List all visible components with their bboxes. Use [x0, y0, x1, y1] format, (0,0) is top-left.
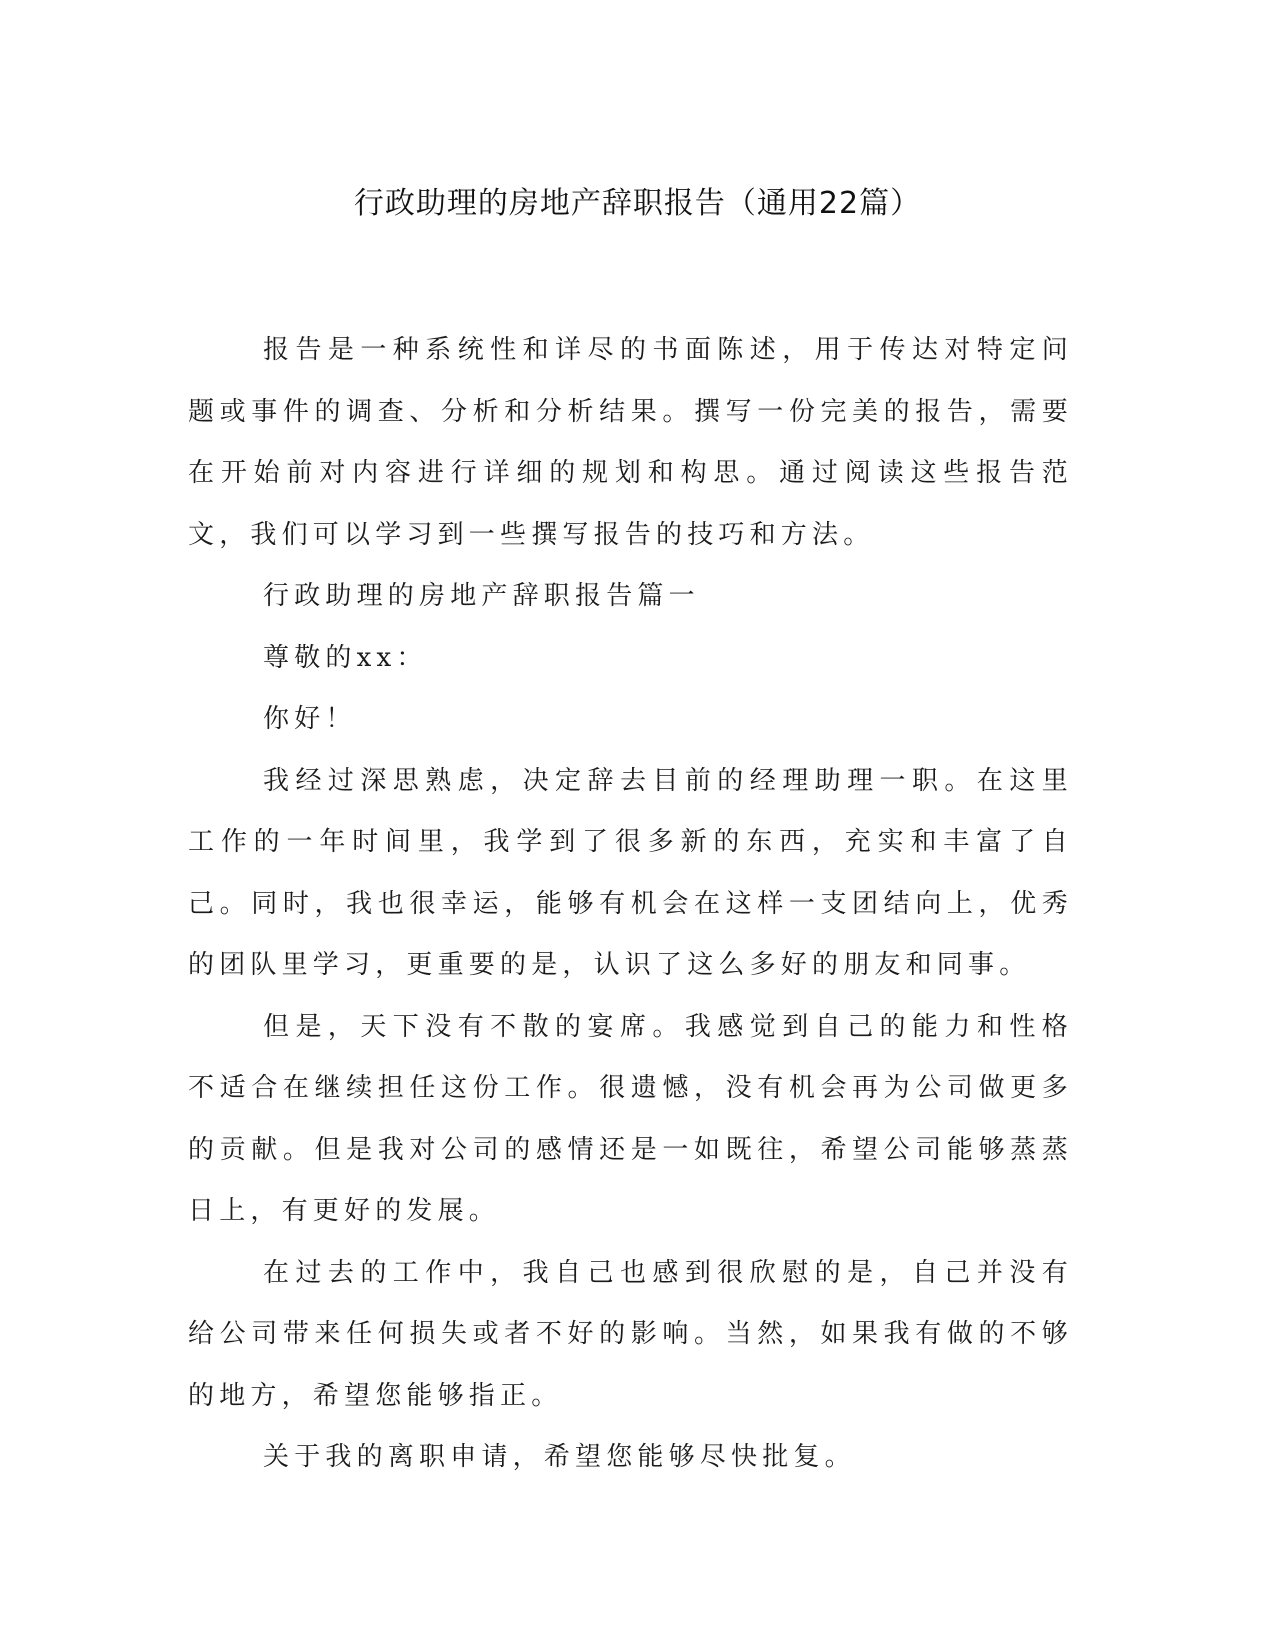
- salutation: 尊敬的xx：: [263, 642, 428, 673]
- document-body: [188, 320, 1073, 1489]
- section-heading: 行政助理的房地产辞职报告篇一: [263, 581, 700, 611]
- intro-paragraph: 报告是一种系统性和详尽的书面陈述，用于传达对特定问题或事件的调查、分析和分析结果。撰写一份完美的报告，需要在开始前对内容进行详细的规划和构思。通过阅读这些报告范文，我们可以学习到一些撰写报告的技巧和方法。: [188, 335, 1073, 550]
- body-paragraph: 我经过深思熟虑，决定辞去目前的经理助理一职。在这里工作的一年时间里，我学到了很多新的东西，充实和丰富了自己。同时，我也很幸运，能够有机会在这样一支团结向上，优秀的团队里学习，更重要的是，认识了这么多好的朋友和同事。: [188, 765, 1073, 980]
- body-paragraph: 关于我的离职申请，希望您能够尽快批复。: [263, 1442, 856, 1472]
- body-paragraph: 但是，天下没有不散的宴席。我感觉到自己的能力和性格不适合在继续担任这份工作。很遗憾，没有机会再为公司做更多的贡献。但是我对公司的感情还是一如既往，希望公司能够蒸蒸日上，有更好的发展。: [188, 1011, 1073, 1226]
- greeting: 你好！: [263, 704, 357, 734]
- document-title: 行政助理的房地产辞职报告（通用22篇）: [353, 186, 922, 221]
- body-paragraph: 在过去的工作中，我自己也感到很欣慰的是，自己并没有给公司带来任何损失或者不好的影响。当然，如果我有做的不够的地方，希望您能够指正。: [188, 1257, 1073, 1411]
